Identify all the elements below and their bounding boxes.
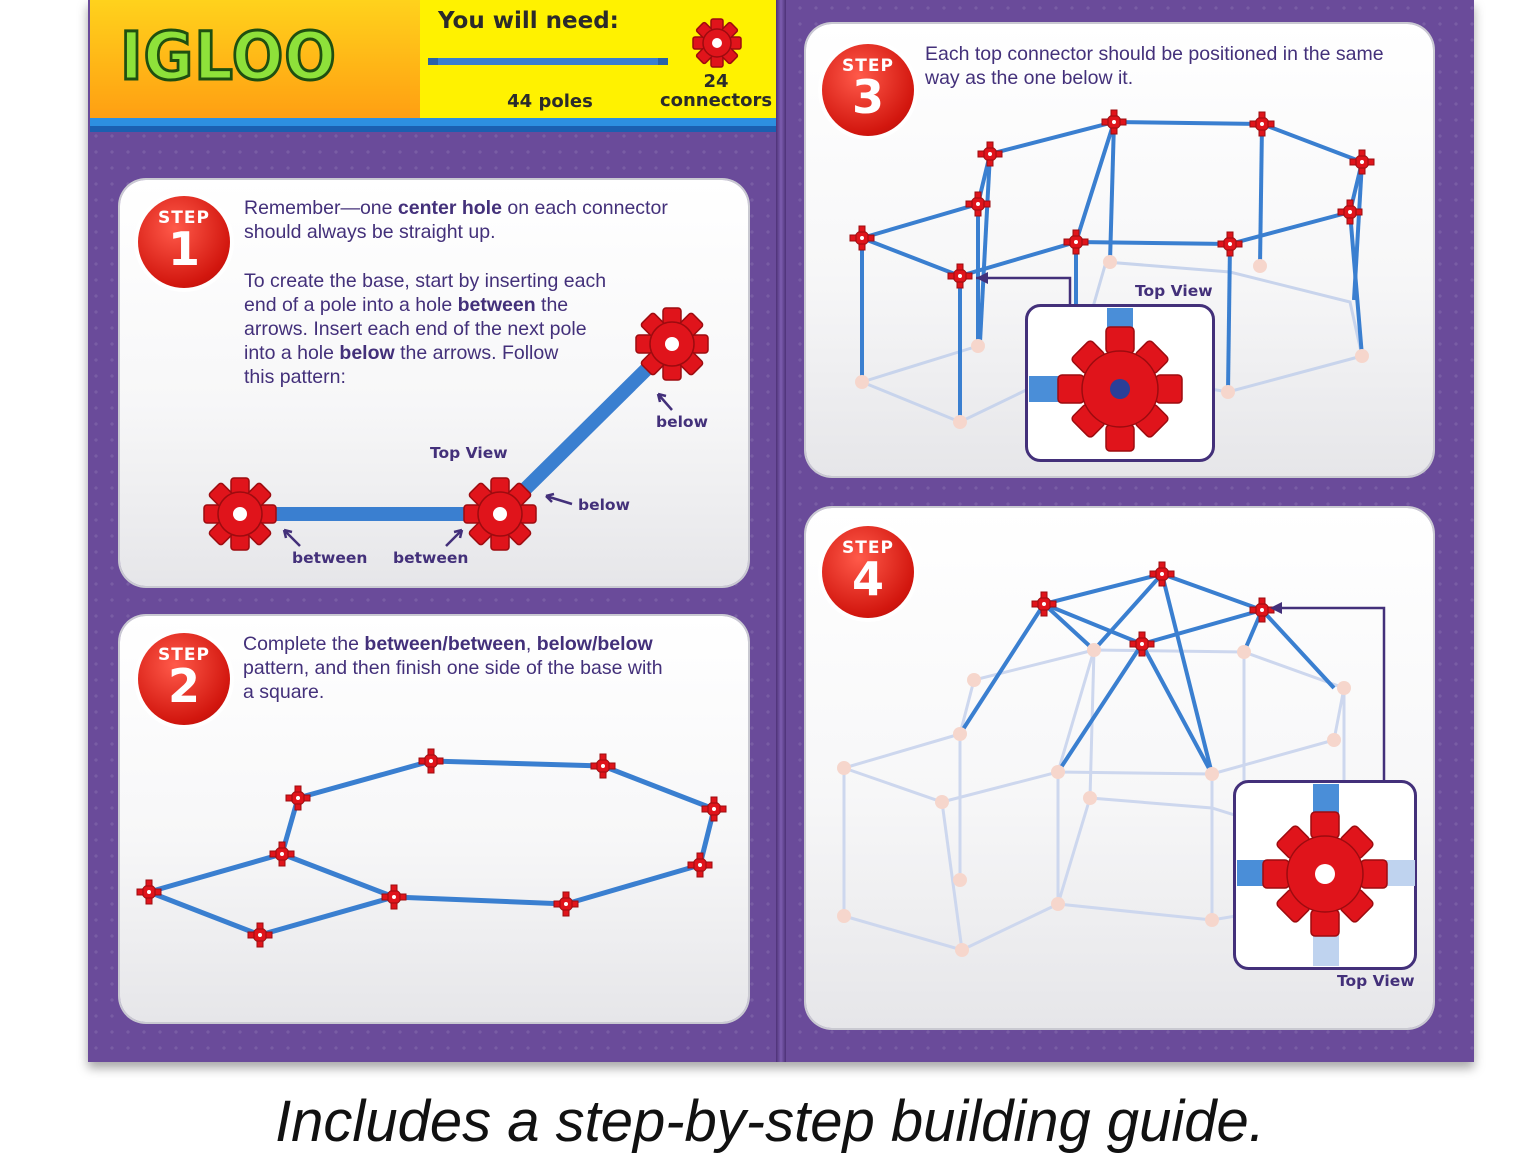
step-3-instructions: [925, 42, 1405, 90]
step-label: STEP: [158, 208, 210, 228]
step-2-text: a square.: [243, 681, 325, 703]
step-1-diagram: [200, 318, 720, 558]
step-1-bold-below: below: [339, 342, 395, 364]
step-3-top-view-inset: [1025, 304, 1215, 462]
step-1-text: should always be straight up.: [244, 221, 496, 243]
poles-count: 44 poles: [507, 91, 593, 112]
you-will-need-label: You will need:: [438, 8, 619, 34]
step-2-diagram: [140, 740, 740, 980]
caption: Includes a step-by-step building guide.: [275, 1089, 1265, 1154]
top-view-label: Top View: [1337, 972, 1415, 990]
step-1-text: the arrows. Follow: [394, 342, 559, 364]
top-view-label: Top View: [430, 444, 508, 462]
step-1-text: the: [535, 294, 569, 316]
between-label: between: [393, 549, 469, 567]
header-stripe: [90, 118, 776, 126]
connectors-label: connectors: [659, 90, 773, 111]
step-number: 2: [167, 659, 200, 713]
step-1-bold-between: between: [457, 294, 536, 316]
step-1-text: this pattern:: [244, 366, 346, 388]
step-2-text: pattern, and then finish one side of the base with: [243, 657, 663, 679]
below-label: below: [656, 413, 708, 431]
step-1-bold-center-hole: center hole: [397, 197, 502, 219]
connectors-count: [656, 72, 776, 110]
step-3-text: Each top connector should be positioned in the same: [925, 43, 1384, 65]
step-1-text: on each connector: [501, 197, 668, 219]
step-number: 4: [851, 552, 884, 606]
between-label: between: [292, 549, 368, 567]
top-view-label: Top View: [1135, 282, 1213, 300]
connector-icon: [692, 18, 742, 68]
step-2-text: ,: [525, 633, 537, 655]
step-1-text: end of a pole into a hole: [244, 294, 458, 316]
step-label: STEP: [842, 56, 894, 76]
page-title: IGLOO: [120, 18, 337, 95]
step-number: 1: [167, 222, 200, 276]
step-2-bold-between: between/between: [364, 633, 526, 655]
pole-icon: [428, 56, 668, 68]
connectors-number: 24: [703, 71, 729, 92]
header-stripe-dark: [90, 126, 776, 132]
step-1-text: into a hole: [244, 342, 340, 364]
step-2-instructions: [243, 632, 723, 704]
step-1-text: To create the base, start by inserting each: [244, 270, 607, 292]
step-2-bold-below: below/below: [536, 633, 653, 655]
step-1-text: Remember—one: [244, 197, 398, 219]
step-number: 3: [851, 70, 884, 124]
step-1-text: arrows. Insert each end of the next pole: [244, 318, 587, 340]
booklet-spine: [776, 0, 786, 1062]
step-1-badge: [138, 196, 230, 288]
step-3-text: way as the one below it.: [925, 67, 1134, 89]
step-label: STEP: [158, 645, 210, 665]
step-label: STEP: [842, 538, 894, 558]
step-2-badge: [138, 633, 230, 725]
step-2-text: Complete the: [243, 633, 365, 655]
below-label: below: [578, 496, 630, 514]
step-4-top-view-inset: [1233, 780, 1417, 970]
